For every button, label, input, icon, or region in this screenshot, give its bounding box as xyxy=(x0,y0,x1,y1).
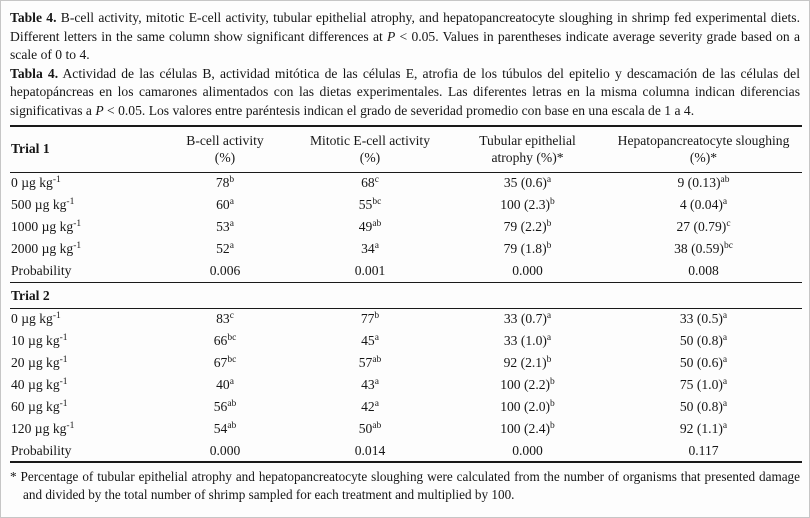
header-row xyxy=(10,126,802,173)
significance-superscript: -1 xyxy=(66,197,75,208)
significance-superscript: c xyxy=(229,311,234,322)
significance-superscript: ab xyxy=(227,399,237,410)
trial-1-body xyxy=(10,172,802,282)
table-cell: 50 $(0.6)^a$ xyxy=(679,355,728,371)
table-cell: 68$^c$ xyxy=(361,175,379,191)
column-header-line1: Hepatopancreatocyte sloughing xyxy=(617,132,790,148)
table-cell: 0.006 xyxy=(209,262,241,278)
table-row xyxy=(10,216,802,238)
caption-english xyxy=(10,9,800,65)
table-cell: 79 $(2.2)^b$ xyxy=(503,219,552,235)
significance-superscript: -1 xyxy=(59,377,68,388)
footnote-asterisk: * xyxy=(10,469,17,485)
column-header-line2: (%)* xyxy=(689,149,718,165)
column-header-hepatopancreatocyte-sloughing xyxy=(605,126,802,173)
significance-superscript: b xyxy=(550,421,555,432)
table-row xyxy=(10,260,802,282)
row-label: 0 µg $kg^{-1}$ xyxy=(11,175,61,191)
significance-superscript: b xyxy=(550,197,555,208)
table-cell: 52$^a$ xyxy=(216,241,234,257)
caption-spanish-p-symbol: P xyxy=(95,102,104,118)
table-cell: 92 $(2.1)^b$ xyxy=(503,355,552,371)
footnote-text: Percentage of tubular epithelial atrophy and hepatopancreatocyte sloughing were calculated from the number of organisms that presented damage and divided by the total number of shrimp sampled for each treatment and multiplied by 100. xyxy=(20,469,801,503)
table-cell: $50^{ab}$ xyxy=(358,421,382,437)
table-cell: 43$^a$ xyxy=(361,377,379,393)
significance-superscript: a xyxy=(374,399,379,410)
significance-superscript: ab xyxy=(227,421,237,432)
table-cell: 9 $(0.13)^{ab}$ xyxy=(677,175,730,191)
table-cell: 78$^b$ xyxy=(215,175,235,191)
column-header-line1: Mitotic E-cell activity xyxy=(309,132,431,148)
table-header xyxy=(10,126,802,173)
significance-superscript: ab xyxy=(372,355,382,366)
table-cell: 33 $(0.5)^a$ xyxy=(679,311,728,327)
significance-superscript: -1 xyxy=(59,333,68,344)
significance-superscript: a xyxy=(722,311,728,322)
significance-superscript: a xyxy=(374,241,379,252)
table-row xyxy=(10,238,802,260)
caption-english-text-1: B-cell activity, mitotic E-cell activity, tubular epithelial atrophy, and hepatopancreatocyte sloughing in shrimp fed experimental diets. Different letters in the same column show significant differences at xyxy=(10,10,800,44)
results-table xyxy=(10,125,802,464)
table-cell: 45$^a$ xyxy=(361,333,379,349)
table-cell: $57^{ab}$ xyxy=(358,355,382,371)
table-cell: 100 $(2.0)^b$ xyxy=(500,399,555,415)
significance-superscript: -1 xyxy=(59,355,68,366)
significance-superscript: bc xyxy=(227,355,237,366)
caption-spanish-text-1: Actividad de las células B, actividad mitótica de las células E, atrofia de los túbulos del epitelio y descamación de las células del hepatopáncreas en los camarones alimentados con las dietas experimentales. Las diferentes letras en la misma columna indican diferencias significativas a xyxy=(10,65,800,118)
table-row xyxy=(10,330,802,352)
table-cell: 0.117 xyxy=(688,442,719,458)
table-cell: 0.000 xyxy=(512,262,543,278)
column-header-line2: atrophy (%)* xyxy=(491,149,564,165)
table-cell: 42$^a$ xyxy=(361,399,379,415)
table-cell: $49^{ab}$ xyxy=(358,219,382,235)
table-cell: 0.000 xyxy=(209,442,241,458)
row-label: Probability xyxy=(11,442,72,458)
column-header-bcell-activity xyxy=(160,126,290,173)
table-cell: 27 $(0.79)^c$ xyxy=(676,219,731,235)
table-cell: 100 $(2.3)^b$ xyxy=(500,197,555,213)
table-cell: 40$^a$ xyxy=(216,377,234,393)
table-cell: 60$^a$ xyxy=(216,197,234,213)
significance-superscript: a xyxy=(722,197,728,208)
significance-superscript: a xyxy=(229,197,234,208)
table-cell: 4 $(0.04)^a$ xyxy=(679,197,728,213)
trial-2-section-row xyxy=(10,282,802,308)
table-cell: $54^{ab}$ xyxy=(213,421,237,437)
significance-superscript: -1 xyxy=(73,241,82,252)
significance-superscript: bc xyxy=(723,241,733,252)
significance-superscript: bc xyxy=(227,333,237,344)
column-header-mitotic-ecell-activity xyxy=(290,126,450,173)
column-header-tubular-epithelial-atrophy xyxy=(450,126,605,173)
significance-superscript: -1 xyxy=(59,399,68,410)
row-label: 500 µg $kg^{-1}$ xyxy=(11,197,75,213)
significance-superscript: b xyxy=(229,175,235,186)
table-row xyxy=(10,308,802,330)
table-row xyxy=(10,396,802,418)
significance-superscript: a xyxy=(722,377,728,388)
trial-2-body xyxy=(10,308,802,462)
significance-superscript: bc xyxy=(372,197,382,208)
significance-superscript: a xyxy=(722,421,728,432)
significance-superscript: c xyxy=(726,219,731,230)
table-row xyxy=(10,440,802,462)
significance-superscript: a xyxy=(546,175,552,186)
significance-superscript: b xyxy=(546,241,552,252)
row-label: 2000 µg $kg^{-1}$ xyxy=(11,241,82,257)
table-cell: 100 $(2.2)^b$ xyxy=(500,377,555,393)
significance-superscript: a xyxy=(722,333,728,344)
caption-english-text-2: < 0.05. Values in parentheses indicate average severity grade based on a scale of 0 to 4. xyxy=(10,28,800,63)
table-cell: $55^{bc}$ xyxy=(358,197,382,213)
column-header-line1: Tubular epithelial xyxy=(479,132,576,148)
table-cell: 50 $(0.8)^a$ xyxy=(679,333,728,349)
table-cell: 35 $(0.6)^a$ xyxy=(503,175,552,191)
row-label: Probability xyxy=(11,262,72,278)
significance-superscript: a xyxy=(374,377,379,388)
table-cell: 0.000 xyxy=(512,442,543,458)
significance-superscript: a xyxy=(722,399,728,410)
significance-superscript: ab xyxy=(372,421,382,432)
table-cell: 50 $(0.8)^a$ xyxy=(679,399,728,415)
significance-superscript: c xyxy=(374,175,379,186)
table-cell: 38 $(0.59)^{bc}$ xyxy=(674,241,733,257)
table-row xyxy=(10,374,802,396)
caption-spanish-text-2: < 0.05. Los valores entre paréntesis indican el grado de severidad promedio con base en una escala de 1 a 4. xyxy=(103,102,695,118)
significance-superscript: ab xyxy=(720,175,730,186)
section-label-trial-1: Trial 1 xyxy=(11,141,50,157)
significance-superscript: ab xyxy=(372,219,382,230)
table-cell: 100 $(2.4)^b$ xyxy=(500,421,555,437)
table-cell: 83$^c$ xyxy=(216,311,234,327)
significance-superscript: b xyxy=(550,399,555,410)
row-label: 10 µg $kg^{-1}$ xyxy=(11,333,68,349)
significance-superscript: a xyxy=(229,241,234,252)
table-row xyxy=(10,418,802,440)
table-cell: 77$^b$ xyxy=(360,311,380,327)
significance-superscript: a xyxy=(546,311,552,322)
table-cell: 53$^a$ xyxy=(216,219,234,235)
significance-superscript: -1 xyxy=(66,421,75,432)
table-footnote xyxy=(10,468,800,504)
row-label: 120 µg $kg^{-1}$ xyxy=(11,421,75,437)
significance-superscript: a xyxy=(722,355,728,366)
significance-superscript: b xyxy=(550,377,555,388)
table-cell: $67^{bc}$ xyxy=(213,355,237,371)
significance-superscript: b xyxy=(546,355,552,366)
significance-superscript: a xyxy=(374,333,379,344)
table-cell: $56^{ab}$ xyxy=(213,399,237,415)
significance-superscript: -1 xyxy=(52,175,61,186)
row-label: 60 µg $kg^{-1}$ xyxy=(11,399,68,415)
table-cell: $66^{bc}$ xyxy=(213,333,237,349)
table-cell: 33 $(0.7)^a$ xyxy=(503,311,552,327)
section-label-trial-2: Trial 2 xyxy=(11,287,50,303)
column-header-line2: (%) xyxy=(359,149,381,165)
table-cell: 0.014 xyxy=(354,442,386,458)
table-cell: 79 $(1.8)^b$ xyxy=(503,241,552,257)
row-label: 1000 µg $kg^{-1}$ xyxy=(11,219,82,235)
caption-spanish-label: Tabla 4. xyxy=(10,65,59,81)
significance-superscript: a xyxy=(229,219,234,230)
column-header-line2: (%) xyxy=(214,149,236,165)
row-label: 20 µg $kg^{-1}$ xyxy=(11,355,68,371)
significance-superscript: a xyxy=(229,377,234,388)
table-cell: 75 $(1.0)^a$ xyxy=(679,377,728,393)
column-header-line1: B-cell activity xyxy=(186,132,264,148)
row-label: 0 µg $kg^{-1}$ xyxy=(11,311,61,327)
caption-spanish xyxy=(10,65,800,121)
significance-superscript: b xyxy=(374,311,380,322)
table-row xyxy=(10,172,802,194)
table-row xyxy=(10,352,802,374)
significance-superscript: b xyxy=(546,219,552,230)
caption-english-label: Table 4. xyxy=(10,10,57,25)
row-label: 40 µg $kg^{-1}$ xyxy=(11,377,68,393)
table-cell: 92 $(1.1)^a$ xyxy=(679,421,728,437)
table-cell: 0.001 xyxy=(354,262,386,278)
table-cell: 0.008 xyxy=(688,262,719,278)
section-label-row xyxy=(10,282,802,308)
significance-superscript: a xyxy=(546,333,552,344)
table-cell: 33 $(1.0)^a$ xyxy=(503,333,552,349)
table-cell: 34$^a$ xyxy=(361,241,379,257)
caption-english-p-symbol: P xyxy=(387,28,396,44)
table-row xyxy=(10,194,802,216)
significance-superscript: -1 xyxy=(73,219,82,230)
significance-superscript: -1 xyxy=(52,311,61,322)
